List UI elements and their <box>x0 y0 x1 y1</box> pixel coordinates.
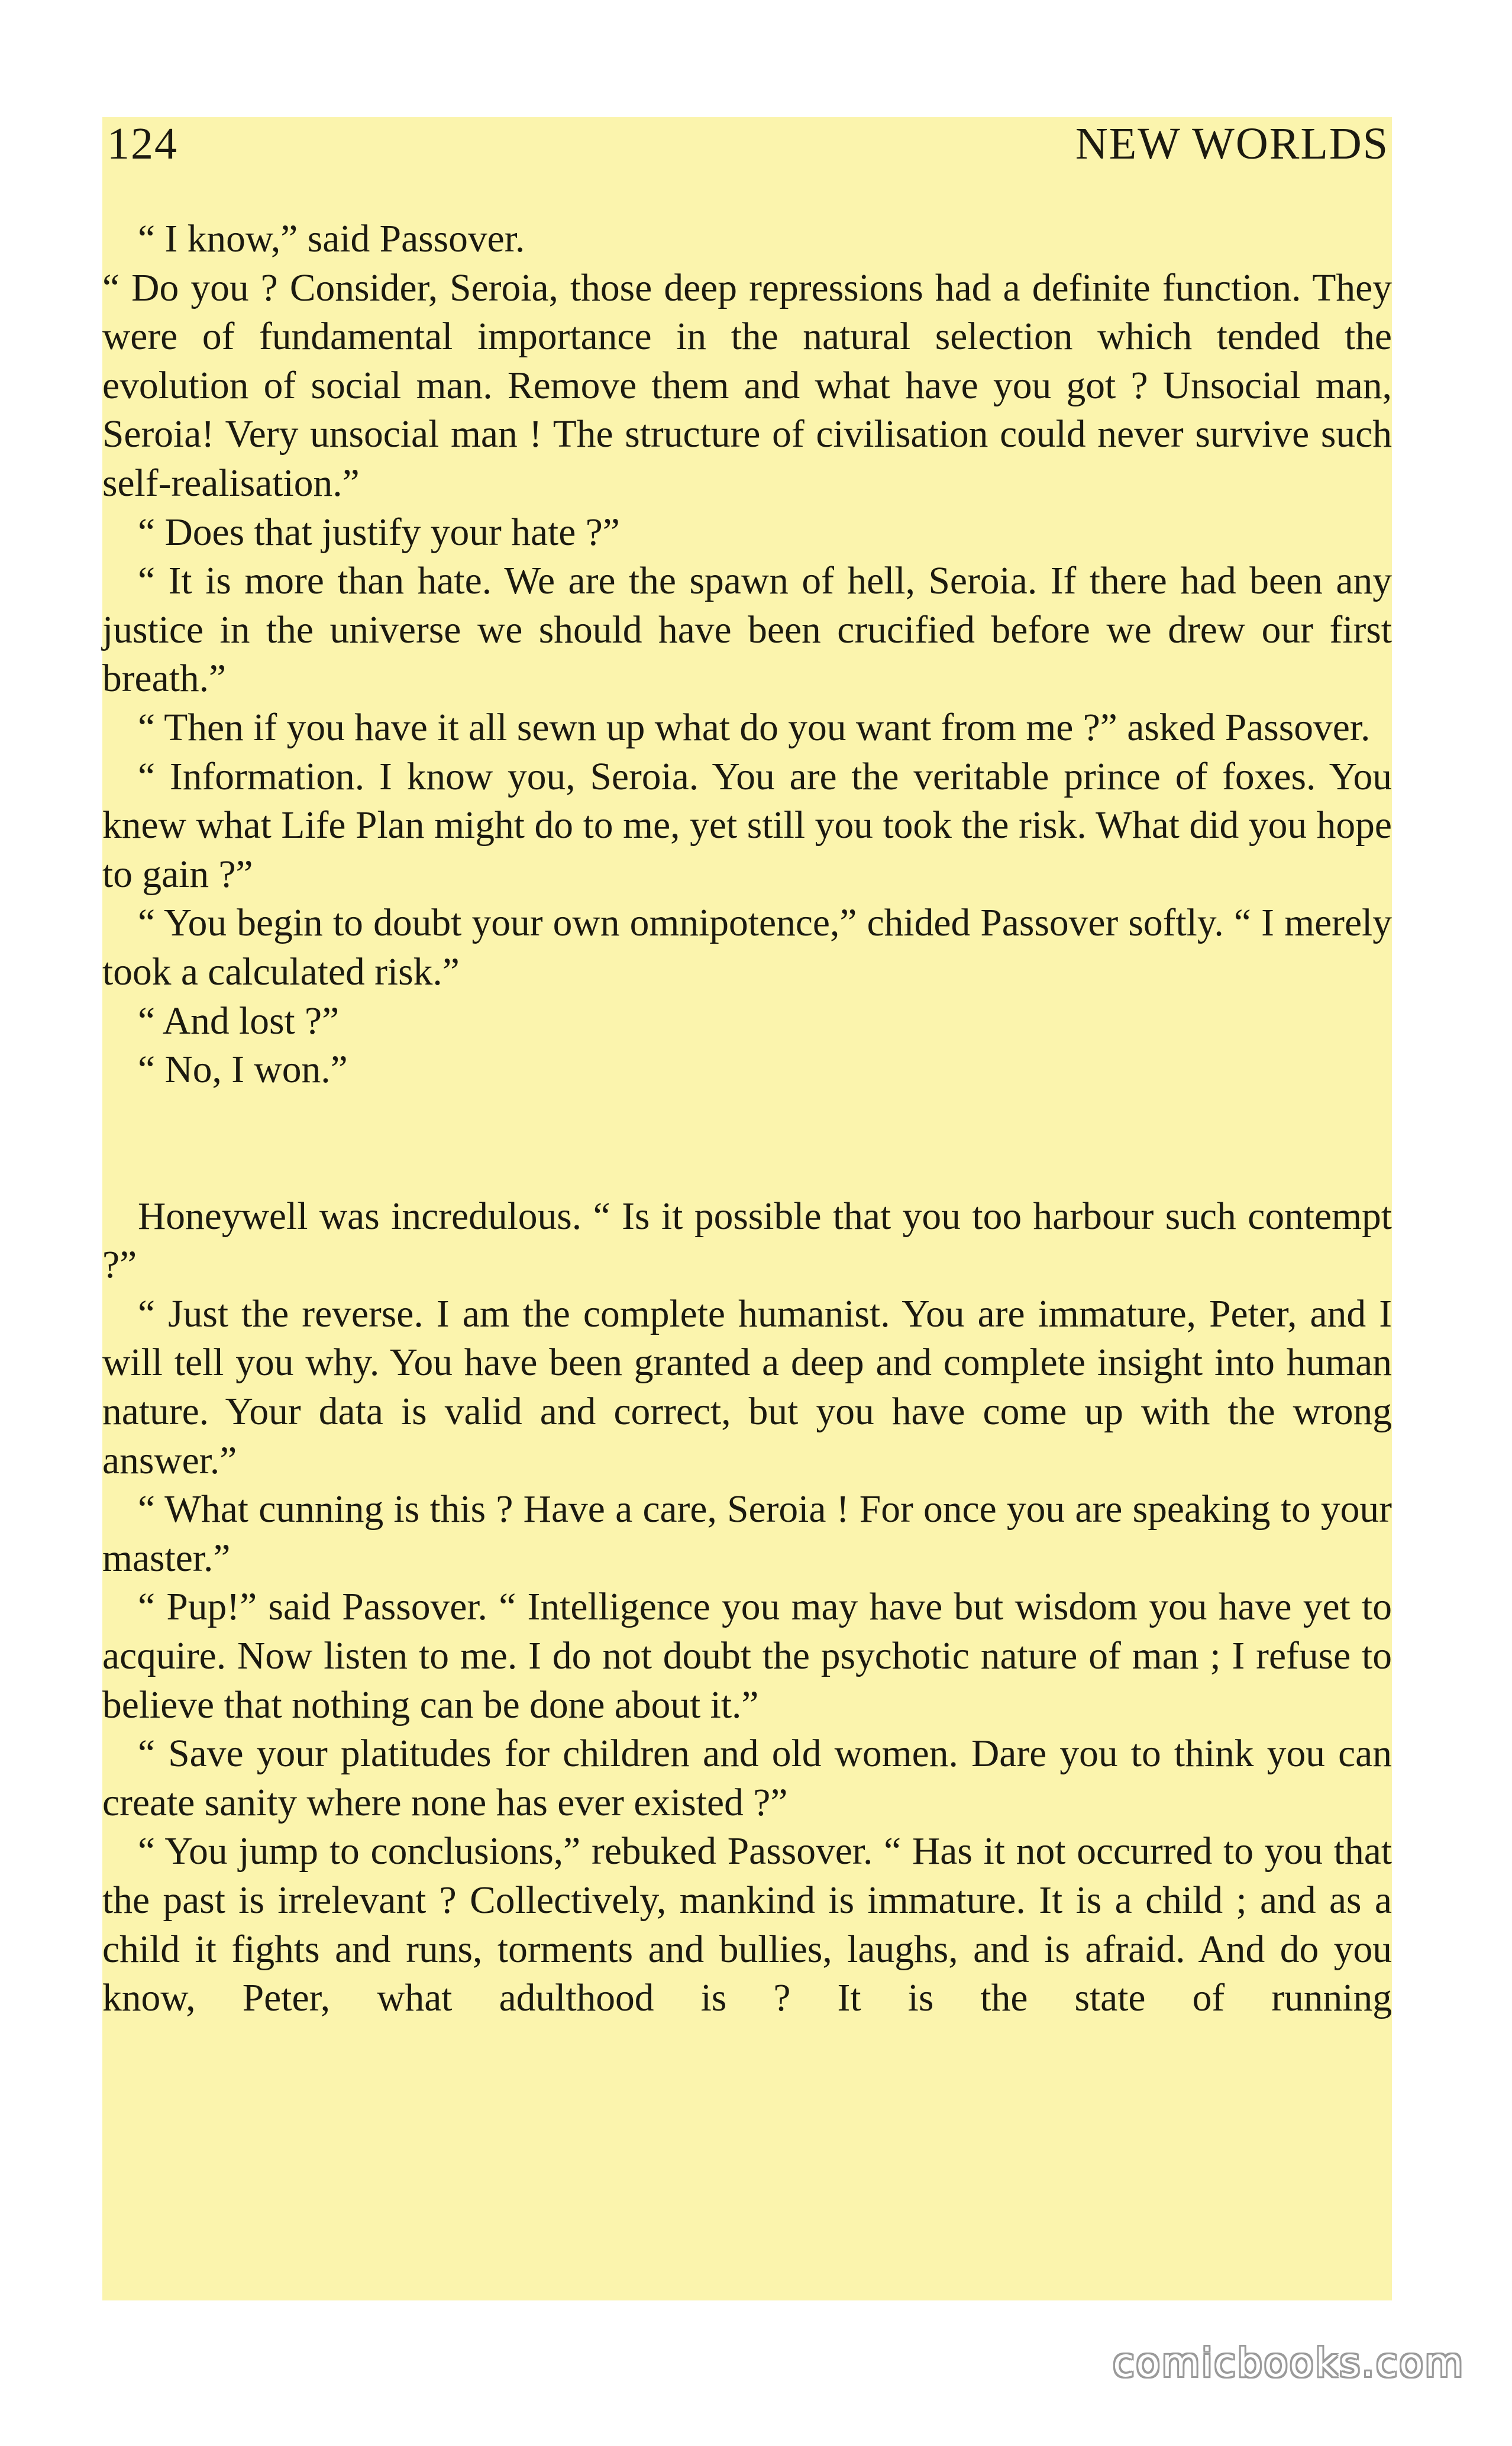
paragraph: “ Information. I know you, Seroia. You are the veritable prince of foxes. You knew what Life Plan might do to me, yet still you took the risk. What did you hope to gain ?” <box>102 755 1392 896</box>
paragraph: “ You begin to doubt your own omnipotence,” chided Passover softly. “ I merely took a calculated risk.” <box>102 902 1392 993</box>
paragraph: “ What cunning is this ? Have a care, Seroia ! For once you are speaking to your master.” <box>102 1488 1392 1580</box>
book-page <box>102 117 1392 2300</box>
paragraph: Honeywell was incredulous. “ Is it possible that you too harbour such contempt ?” <box>102 1195 1392 1287</box>
paragraph: “ You jump to conclusions,” rebuked Passover. “ Has it not occurred to you that the past is irrelevant ? Collectively, mankind is immature. It is a child ; and as a child it fights and runs, torments and bullies, laughs, and is afraid. And do you know, Peter, what adulthood is ? It is the state of running <box>102 1830 1392 2020</box>
running-title: NEW WORLDS <box>1075 119 1389 169</box>
paragraph: “ Do you ? Consider, Seroia, those deep repressions had a definite function. They were of fundamental importance in the natural selection which tended the evolution of social man. Remove them and what have you got ? Unsocial man, Seroia! Very unsocial man ! The structure of civilisation could never survive such self-realisation.” <box>102 266 1392 505</box>
section-break <box>102 1095 1392 1192</box>
page-body <box>102 215 1392 2023</box>
paragraph: “ Just the reverse. I am the complete humanist. You are immature, Peter, and I will tell you why. You have been granted a deep and complete insight into human nature. Your data is valid and correct, but you have come up with the wrong answer.” <box>102 1292 1392 1482</box>
page-header <box>107 118 1389 170</box>
paragraph: “ No, I won.” <box>138 1048 348 1092</box>
paragraph: “ Then if you have it all sewn up what do you want from me ?” asked Passover. <box>138 706 1371 749</box>
paragraph: “ Save your platitudes for children and old women. Dare you to think you can create sanity where none has ever existed ?” <box>102 1732 1392 1824</box>
paragraph: “ Does that justify your hate ?” <box>138 511 620 554</box>
paragraph: “ I know,” said Passover. <box>138 218 525 260</box>
page-number: 124 <box>107 119 178 169</box>
watermark: comicbooks.com <box>1113 2340 1465 2386</box>
paragraph: “ It is more than hate. We are the spawn of hell, Seroia. If there had been any justice in the universe we should have been crucified before we drew our first breath.” <box>102 560 1392 701</box>
paragraph: “ Pup!” said Passover. “ Intelligence you may have but wisdom you have yet to acquire. Now listen to me. I do not doubt the psychotic nature of man ; I refuse to believe that nothing can be done about it.” <box>102 1586 1392 1727</box>
paragraph: “ And lost ?” <box>138 999 340 1043</box>
